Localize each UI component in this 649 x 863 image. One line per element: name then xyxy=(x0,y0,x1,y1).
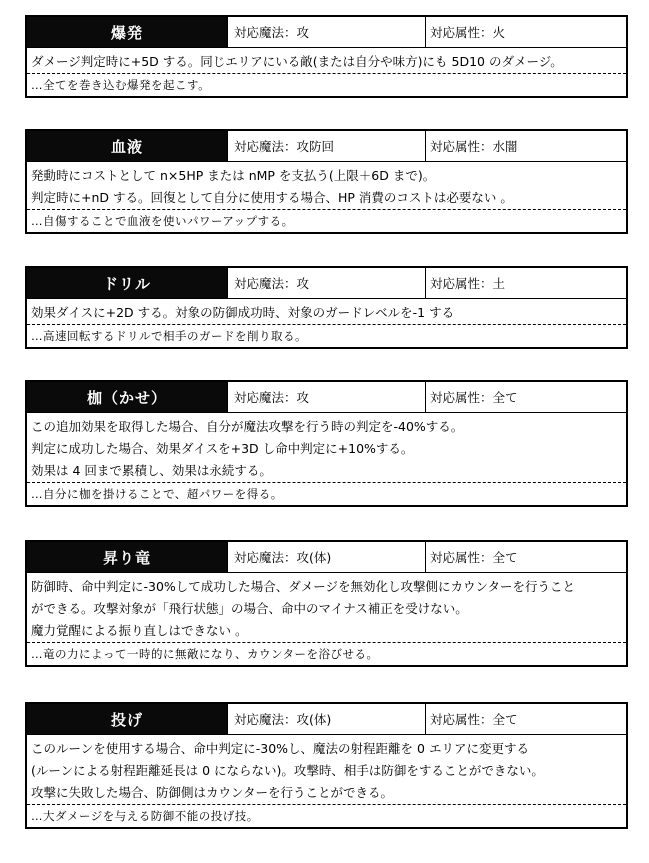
attribute-type: 対応属性：火 xyxy=(430,25,506,40)
card-header xyxy=(27,17,626,48)
rune-name: 昇り竜 xyxy=(27,542,227,572)
attribute-type: 対応属性：全て xyxy=(430,712,518,727)
card-header xyxy=(27,382,626,413)
card-header xyxy=(27,131,626,162)
card-body xyxy=(27,162,626,209)
flavor-text: …竜の力によって一時的に無敵になり、カウンターを浴びせる。 xyxy=(27,642,626,665)
effect-line: ダメージ判定時に+5D する。同じエリアにいる敵(または自分や味方)にも 5D10 のダメージ。 xyxy=(31,54,563,69)
rune-card-shackle xyxy=(25,380,628,507)
magic-type: 対応魔法：攻(体) xyxy=(227,542,426,572)
rune-card-drill xyxy=(25,266,628,349)
magic-type: 対応魔法：攻 xyxy=(227,268,426,298)
card-header xyxy=(27,542,626,573)
effect-line: 判定に成功した場合、効果ダイスを+3D し命中判定に+10%する。 xyxy=(31,441,414,456)
magic-type: 対応魔法：攻防回 xyxy=(227,131,426,161)
effect-line: 効果は 4 回まで累積し、効果は永続する。 xyxy=(31,463,272,478)
effect-line: 防御時、命中判定に-30%して成功した場合、ダメージを無効化し攻撃側にカウンターを行うこと xyxy=(31,579,576,594)
effect-line: 効果ダイスに+2D する。対象の防御成功時、対象のガードレベルを-1 する xyxy=(31,305,455,320)
flavor-text: …大ダメージを与える防御不能の投げ技。 xyxy=(27,804,626,827)
effect-line: この追加効果を取得した場合、自分が魔法攻撃を行う時の判定を-40%する。 xyxy=(31,419,464,434)
effect-line: 魔力覚醒による振り直しはできない 。 xyxy=(31,623,248,638)
card-header xyxy=(27,704,626,735)
attribute-type: 対応属性：土 xyxy=(430,276,506,291)
effect-line: (ルーンによる射程距離延長は 0 にならない)。攻撃時、相手は防御をすることができない。 xyxy=(31,763,544,778)
effect-line: 発動時にコストとして n×5HP または nMP を支払う(上限＋6D まで)。 xyxy=(31,168,436,183)
rune-name: 爆発 xyxy=(27,17,227,47)
attribute-type: 対応属性：全て xyxy=(430,550,518,565)
effect-line: 判定時に+nD する。回復として自分に使用する場合、HP 消費のコストは必要ない 。 xyxy=(31,190,513,205)
effect-line: ができる。攻撃対象が「飛行状態」の場合、命中のマイナス補正を受けない。 xyxy=(31,601,468,616)
attribute-type: 対応属性：水闇 xyxy=(430,139,518,154)
rune-card-rising-dragon xyxy=(25,540,628,667)
rune-name: ドリル xyxy=(27,268,227,298)
card-body xyxy=(27,573,626,642)
magic-type: 対応魔法：攻(体) xyxy=(227,704,426,734)
card-body xyxy=(27,735,626,804)
rune-card-throw xyxy=(25,702,628,829)
effect-line: このルーンを使用する場合、命中判定に-30%し、魔法の射程距離を 0 エリアに変更する xyxy=(31,741,529,756)
card-header xyxy=(27,268,626,299)
magic-type: 対応魔法：攻 xyxy=(227,382,426,412)
attribute-type: 対応属性：全て xyxy=(430,390,518,405)
effect-line: 攻撃に失敗した場合、防御側はカウンターを行うことができる。 xyxy=(31,785,394,800)
flavor-text: …高速回転するドリルで相手のガードを削り取る。 xyxy=(27,324,626,347)
rune-name: 血液 xyxy=(27,131,227,161)
card-body xyxy=(27,413,626,482)
rune-name: 枷（かせ） xyxy=(27,382,227,412)
flavor-text: …自傷することで血液を使いパワーアップする。 xyxy=(27,209,626,232)
card-body xyxy=(27,48,626,73)
rune-name: 投げ xyxy=(27,704,227,734)
magic-type: 対応魔法：攻 xyxy=(227,17,426,47)
flavor-text: …自分に枷を掛けることで、超パワーを得る。 xyxy=(27,482,626,505)
rune-card-blood xyxy=(25,129,628,234)
rune-card-explosion xyxy=(25,15,628,98)
card-body xyxy=(27,299,626,324)
flavor-text: …全てを巻き込む爆発を起こす。 xyxy=(27,73,626,96)
